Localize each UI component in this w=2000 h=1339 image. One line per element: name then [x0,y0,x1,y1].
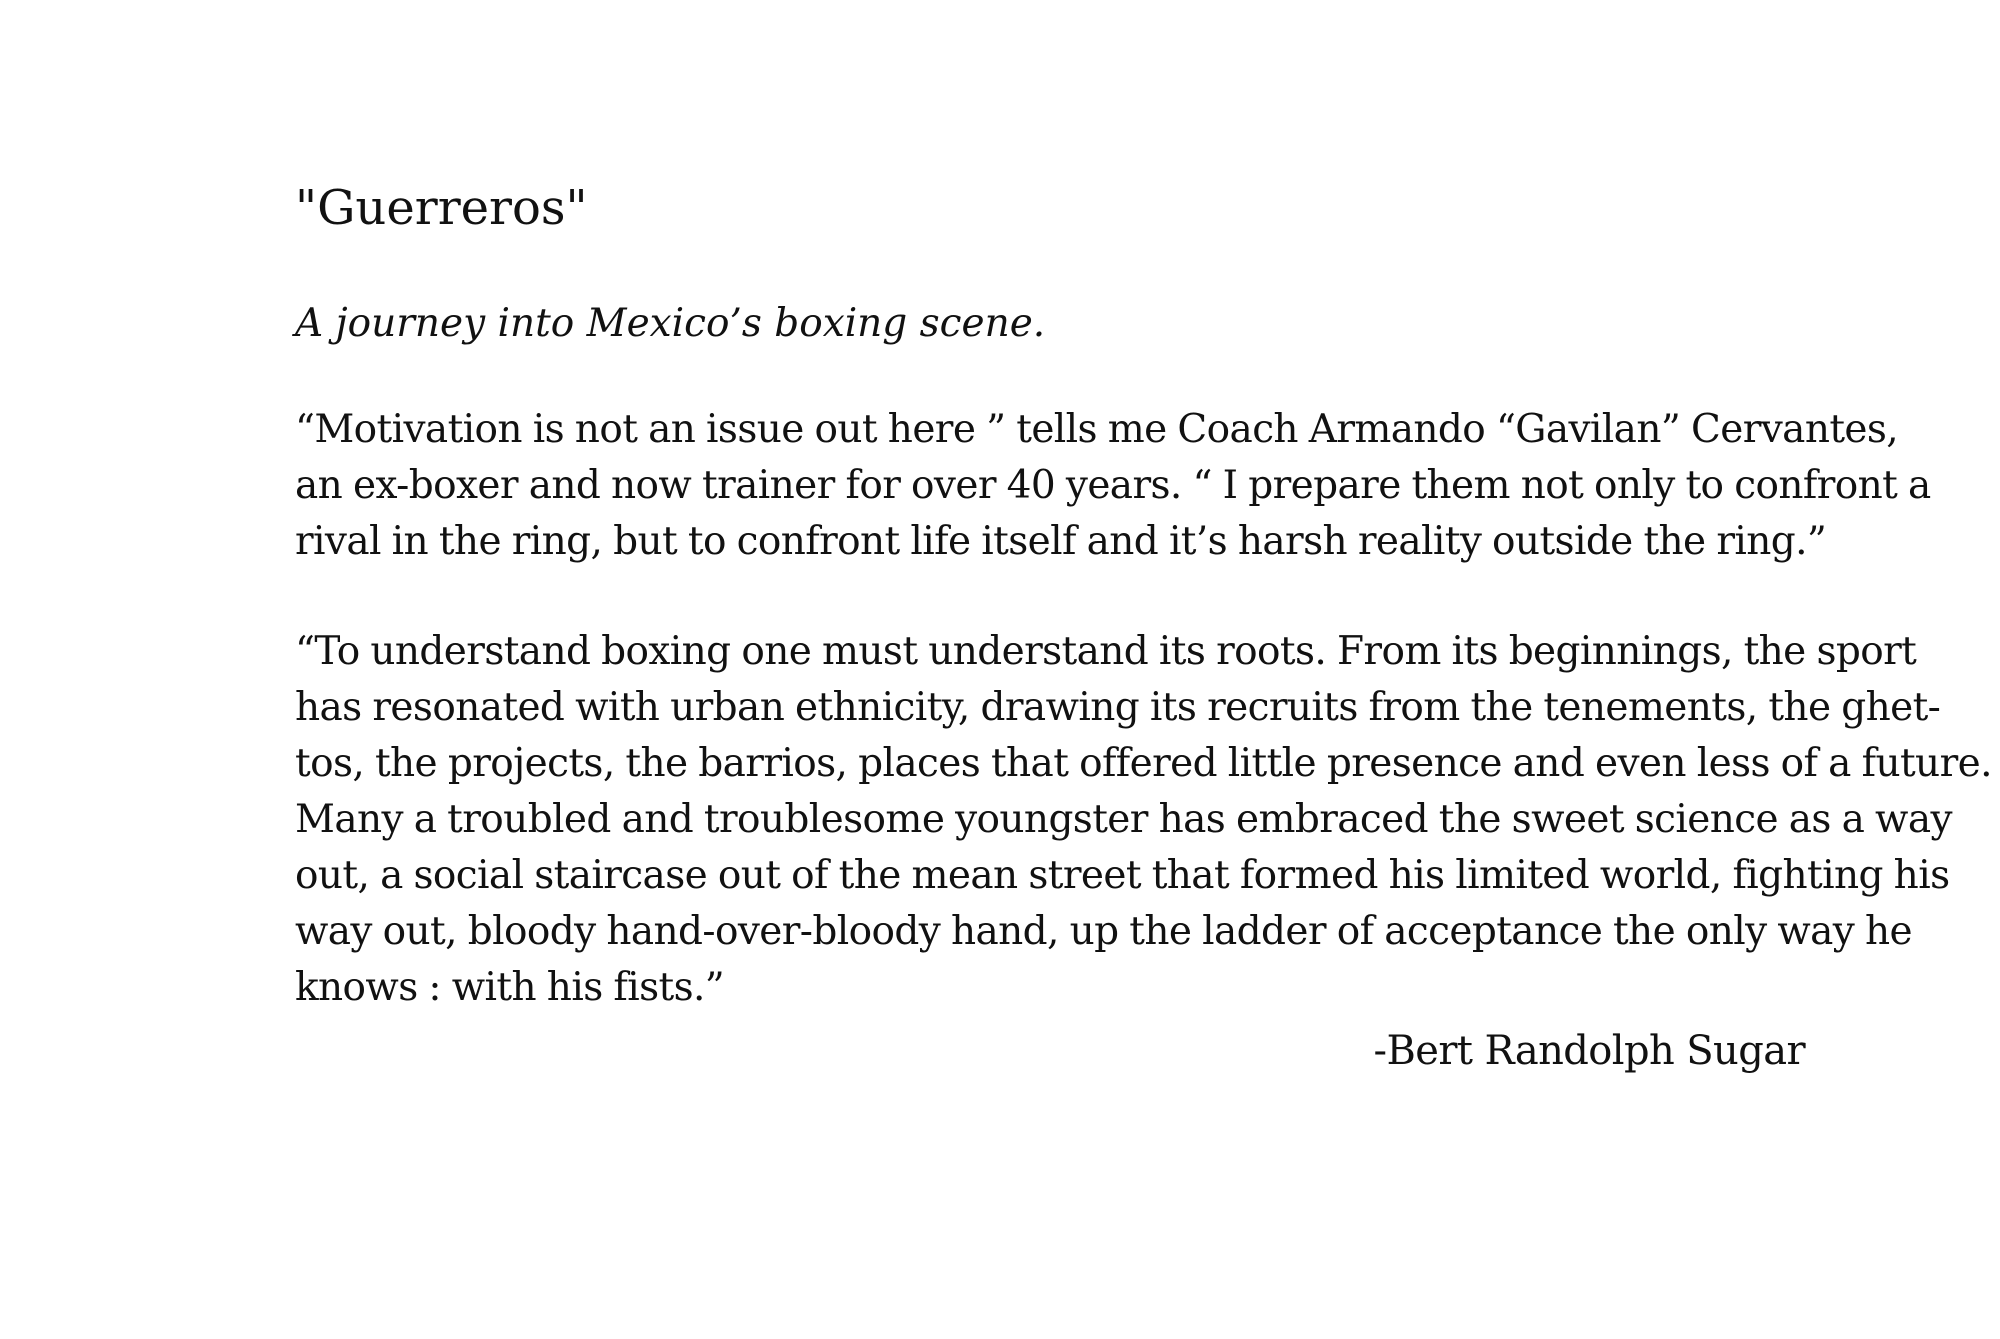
paragraph-line: “To understand boxing one must understand its roots. From its beginnings, the sport [295,629,1917,674]
quote-paragraph-coach [295,402,1931,570]
document-title: "Guerreros" [295,180,588,236]
text-block [295,180,1992,1070]
paragraph-line: knows : with his fists.” [295,965,725,1010]
paragraph-line: an ex-boxer and now trainer for over 40 years. “ I prepare them not only to confront a [295,463,1931,508]
paragraph-line: “Motivation is not an issue out here ” tells me Coach Armando “Gavilan” Cervantes, [295,407,1899,452]
paragraph-line: rival in the ring, but to confront life itself and it’s harsh reality outside the ring.” [295,519,1827,564]
paragraph-line: way out, bloody hand-over-bloody hand, up the ladder of acceptance the only way he [295,909,1913,954]
paragraph-line: tos, the projects, the barrios, places that offered little presence and even less of a future. [295,741,1992,786]
quote-attribution: -Bert Randolph Sugar [1373,1028,1805,1074]
quote-paragraph-sugar [295,624,1992,1016]
document-subtitle: A journey into Mexico’s boxing scene. [295,301,1046,346]
paragraph-line: out, a social staircase out of the mean street that formed his limited world, fighting his [295,853,1950,898]
paragraph-line: has resonated with urban ethnicity, drawing its recruits from the tenements, the ghet- [295,685,1941,730]
paragraph-line: Many a troubled and troublesome youngster has embraced the sweet science as a way [295,797,1952,842]
